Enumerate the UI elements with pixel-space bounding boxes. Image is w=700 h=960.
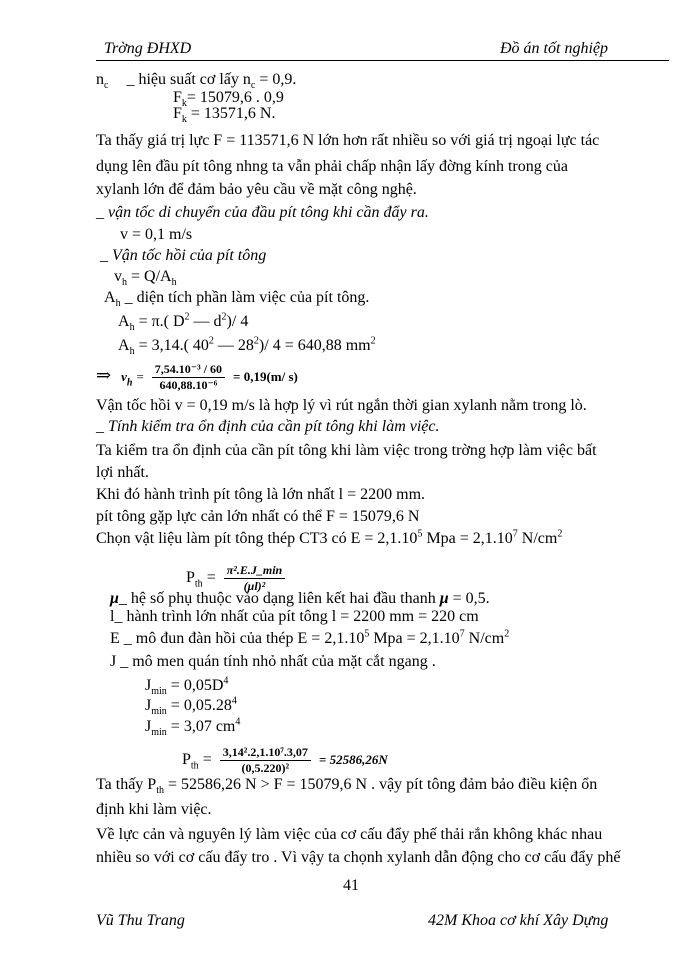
section-heading: _ vận tốc di chuyển của đầu pít tông khi cần đẩy ra. bbox=[96, 204, 429, 221]
definition-line: J _ mô men quán tính nhỏ nhất của mặt cắt ngang . bbox=[110, 653, 436, 670]
line-efficiency bbox=[96, 71, 297, 92]
subscript: min bbox=[151, 686, 167, 698]
superscript: 4 bbox=[235, 716, 241, 728]
superscript: 2 bbox=[253, 335, 259, 347]
paragraph-line: lợi nhất. bbox=[96, 464, 149, 481]
formula-line bbox=[114, 268, 177, 289]
footer-left: Vũ Thu Trang bbox=[96, 912, 185, 929]
page-number: 41 bbox=[343, 877, 359, 894]
header-right: Đồ án tốt nghiệp bbox=[500, 40, 608, 57]
result: = 52586,26N bbox=[318, 752, 388, 768]
text: n bbox=[96, 71, 104, 88]
superscript: 2 bbox=[184, 311, 190, 323]
result: = 0,19(m/ s) bbox=[233, 369, 298, 385]
text: P bbox=[186, 569, 195, 587]
section-heading: _ Tính kiểm tra ổn định của cần pít tông khi làm việc. bbox=[96, 418, 440, 435]
subscript: c bbox=[104, 80, 109, 92]
subscript: h bbox=[129, 322, 135, 334]
numerator: 7,54.10⁻³ / 60 bbox=[152, 362, 225, 378]
subscript: k bbox=[181, 114, 187, 126]
text: = 15079,6 . 0,9 bbox=[186, 89, 284, 106]
text: E _ mô đun đàn hồi của thép E = 2,1.10 bbox=[110, 630, 365, 647]
text: A bbox=[118, 313, 130, 330]
text: )/ 4 bbox=[226, 313, 249, 330]
formula-line bbox=[118, 311, 249, 334]
subscript: min bbox=[151, 727, 167, 739]
superscript: 2 bbox=[208, 335, 214, 347]
text: J bbox=[145, 677, 152, 694]
paragraph-line: Ta kiểm tra ổn định của cần pít tông khi làm việc trong trờng hợp làm việc bất bbox=[96, 442, 597, 459]
numerator: 3,14².2,1.10⁷.3,07 bbox=[220, 745, 311, 761]
text: _ hiệu suất cơ lấy n bbox=[126, 71, 251, 88]
text: Mpa = 2,1.10 bbox=[422, 530, 513, 547]
line-fk-result bbox=[173, 105, 276, 126]
text: = 0,9. bbox=[255, 71, 297, 88]
text: = bbox=[198, 751, 212, 769]
subscript: th bbox=[190, 760, 199, 772]
superscript: 2 bbox=[370, 335, 376, 347]
paragraph-line: định khi làm việc. bbox=[96, 801, 212, 818]
text: = π.( D bbox=[134, 313, 185, 330]
numerator: π².E.J_min bbox=[224, 563, 286, 579]
text: μ bbox=[439, 590, 449, 607]
paragraph-line: nhiều so với cơ cấu đẩy tro . Vì vậy ta chọnh xylanh dẫn động cho cơ cấu đẩy phế bbox=[96, 849, 621, 866]
superscript: 5 bbox=[417, 528, 423, 540]
denominator: (μl)² bbox=[243, 579, 266, 593]
text: )/ 4 = 640,88 mm bbox=[258, 337, 371, 354]
subscript: k bbox=[181, 98, 187, 110]
paragraph-line bbox=[96, 776, 598, 797]
definition-line bbox=[104, 289, 370, 310]
text: _ hệ số phụ thuộc vào dạng liên kết hai đầu thanh bbox=[118, 590, 440, 607]
text: = 0,05D bbox=[166, 677, 224, 694]
text: N/cm bbox=[464, 630, 505, 647]
paragraph-line: xylanh lớn để đảm bảo yêu cầu về mặt công nghệ. bbox=[96, 181, 417, 198]
footer-right: 42M Khoa cơ khí Xây Dựng bbox=[428, 912, 609, 929]
text: J bbox=[145, 697, 152, 714]
text: = Q/A bbox=[127, 268, 172, 285]
superscript: 2 bbox=[221, 311, 227, 323]
text: — 28 bbox=[213, 337, 254, 354]
subscript: min bbox=[151, 706, 167, 718]
formula-velocity bbox=[96, 362, 298, 393]
paragraph-line: pít tông gặp lực cản lớn nhất có thể F = 15079,6 N bbox=[96, 508, 420, 525]
superscript: 2 bbox=[557, 528, 563, 540]
text: v bbox=[114, 268, 122, 285]
superscript: 7 bbox=[459, 628, 465, 640]
formula-line: v = 0,1 m/s bbox=[120, 226, 193, 243]
text: = 3,14.( 40 bbox=[134, 337, 209, 354]
subscript: c bbox=[250, 80, 256, 92]
definition-line bbox=[110, 630, 509, 648]
text: N/cm bbox=[517, 530, 558, 547]
paragraph-line bbox=[96, 530, 562, 548]
text: = 52586,26 N > F = 15079,6 N . vậy pít tông đảm bảo điều kiện ổn bbox=[163, 776, 598, 793]
subscript: h bbox=[115, 298, 121, 310]
text: A bbox=[118, 337, 130, 354]
text: _ diện tích phần làm việc của pít tông. bbox=[120, 289, 370, 306]
subscript: h bbox=[122, 277, 127, 289]
formula-line bbox=[118, 335, 376, 358]
subscript: th bbox=[194, 578, 203, 590]
superscript: 2 bbox=[504, 628, 510, 640]
paragraph-line: Ta thấy giá trị lực F = 113571,6 N lớn hơn rất nhiều so với giá trị ngoại lực tác bbox=[96, 132, 600, 149]
superscript: 7 bbox=[512, 528, 518, 540]
fraction bbox=[152, 362, 225, 393]
superscript: 4 bbox=[223, 675, 229, 687]
text: J bbox=[145, 718, 152, 735]
text: Ta thấy P bbox=[96, 776, 157, 793]
text: = bbox=[136, 369, 144, 385]
text: A bbox=[104, 289, 116, 306]
text: = bbox=[202, 569, 216, 587]
denominator: (0,5.220)² bbox=[241, 761, 290, 775]
text: = 0,05.28 bbox=[166, 697, 232, 714]
fraction bbox=[220, 745, 311, 776]
text: Mpa = 2,1.10 bbox=[369, 630, 460, 647]
superscript: 5 bbox=[364, 628, 370, 640]
text: Chọn vật liệu làm pít tông thép CT3 có E = 2,1.10 bbox=[96, 530, 418, 547]
paragraph-line: Khi đó hành trình pít tông là lớn nhất l = 2200 mm. bbox=[96, 486, 426, 503]
text: v bbox=[121, 369, 127, 385]
paragraph-line: Về lực cản và nguyên lý làm việc của cơ cấu đẩy phế thải rắn không khác nhau bbox=[96, 826, 603, 843]
header-rule bbox=[96, 60, 669, 61]
text: P bbox=[182, 751, 191, 769]
subscript: h bbox=[171, 277, 177, 289]
subscript: h bbox=[129, 346, 135, 358]
text: F bbox=[173, 89, 182, 106]
formula-line bbox=[145, 675, 229, 698]
subscript: th bbox=[156, 785, 164, 797]
formula-line bbox=[145, 716, 241, 739]
definition-line: l_ hành trình lớn nhất của pít tông l = 2200 mm = 220 cm bbox=[110, 608, 479, 625]
superscript: 4 bbox=[231, 695, 237, 707]
section-heading: _ Vận tốc hồi của pít tông bbox=[100, 247, 267, 264]
denominator: 640,88.10⁻⁶ bbox=[159, 378, 218, 392]
formula-line bbox=[145, 695, 237, 718]
subscript: h bbox=[126, 377, 133, 389]
definition-line bbox=[110, 590, 490, 608]
text: — d bbox=[189, 313, 222, 330]
text: μ bbox=[110, 590, 119, 607]
formula-critical-load-value bbox=[182, 745, 388, 776]
paragraph-line: dụng lên đầu pít tông nhng ta vẫn phải chấp nhận lấy đờng kính trong của bbox=[96, 158, 568, 175]
text: = 0,5. bbox=[448, 590, 490, 607]
text: F bbox=[173, 105, 182, 122]
text: = 13571,6 N. bbox=[186, 105, 276, 122]
header-left: Trờng ĐHXD bbox=[104, 40, 192, 57]
text: = 3,07 cm bbox=[166, 718, 236, 735]
implies-arrow: ⇒ bbox=[96, 365, 112, 386]
paragraph-line: Vận tốc hồi v = 0,19 m/s là hợp lý vì rút ngắn thời gian xylanh nằm trong lò. bbox=[96, 397, 587, 414]
